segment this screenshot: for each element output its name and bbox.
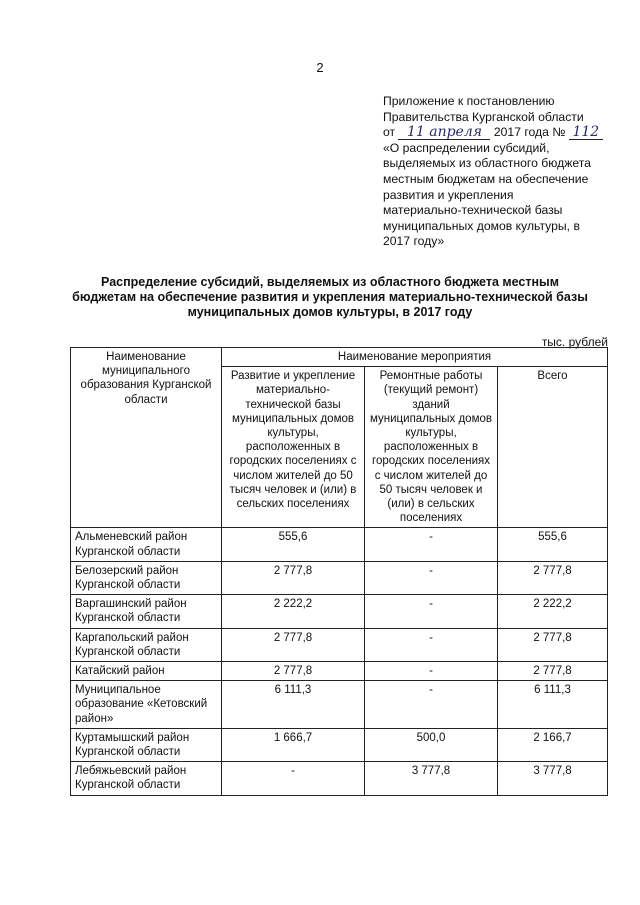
table-row — [71, 662, 608, 681]
year-text: 2017 года № — [493, 125, 566, 140]
appendix-line: местным бюджетам на обеспечение — [383, 171, 589, 186]
development-value-cell: 2 777,8 — [222, 628, 365, 661]
appendix-line: развития и укрепления — [383, 187, 514, 202]
appendix-line: муниципальных домов культуры, в — [383, 218, 580, 233]
total-value-cell: 6 111,3 — [498, 681, 608, 729]
repair-value-cell: - — [365, 595, 498, 628]
total-value-cell: 2 222,2 — [498, 595, 608, 628]
table-header-row — [71, 348, 608, 367]
development-value-cell: 1 666,7 — [222, 728, 365, 761]
repair-value-cell: 500,0 — [365, 728, 498, 761]
total-value-cell: 2 777,8 — [498, 662, 608, 681]
appendix-line: 2017 году» — [383, 234, 445, 249]
appendix-line: Приложение к постановлению — [383, 94, 555, 108]
appendix-line: выделяемых из областного бюджета — [383, 156, 591, 171]
column-header-development: Развитие и укрепление материально-технической базы муниципальных домов культуры, расположенных в городских поселениях с числом жителей до 50 тысяч человек и (или) в сельских поселениях — [222, 367, 365, 528]
table-row — [71, 595, 608, 628]
title-line: Распределение субсидий, выделяемых из областного бюджета местным — [101, 275, 559, 289]
total-value-cell: 2 777,8 — [498, 628, 608, 661]
development-value-cell: 2 777,8 — [222, 662, 365, 681]
total-value-cell: 2 777,8 — [498, 561, 608, 594]
total-value-cell: 3 777,8 — [498, 762, 608, 795]
repair-value-cell: - — [365, 561, 498, 594]
date-prefix: от — [383, 125, 396, 140]
development-value-cell: 2 777,8 — [222, 561, 365, 594]
appendix-block — [383, 94, 623, 250]
document-title — [60, 275, 600, 320]
repair-value-cell: - — [365, 662, 498, 681]
municipality-cell: Куртамышский район Курганской области — [71, 728, 222, 761]
development-value-cell: 555,6 — [222, 528, 365, 561]
column-header-total: Всего — [498, 367, 608, 528]
unit-label: тыс. рублей — [541, 335, 608, 349]
total-value-cell: 2 166,7 — [498, 728, 608, 761]
repair-value-cell: - — [365, 628, 498, 661]
development-value-cell: - — [222, 762, 365, 795]
municipality-cell: Катайский район — [71, 662, 222, 681]
development-value-cell: 6 111,3 — [222, 681, 365, 729]
table-row — [71, 681, 608, 729]
appendix-line: материально-технической базы — [383, 203, 563, 218]
column-group-header: Наименование мероприятия — [222, 348, 608, 367]
column-header-repair: Ремонтные работы (текущий ремонт) зданий муниципальных домов культуры, расположенных в городских поселениях с числом жителей до 50 тысяч человек и (или) в сельских поселениях — [365, 367, 498, 528]
appendix-date-line — [383, 125, 623, 141]
development-value-cell: 2 222,2 — [222, 595, 365, 628]
title-line: муниципальных домов культуры, в 2017 году — [187, 305, 473, 319]
table-row — [71, 728, 608, 761]
municipality-cell: Муниципальное образование «Кетовский район» — [71, 681, 222, 729]
table-row — [71, 561, 608, 594]
table-row — [71, 628, 608, 661]
table-row — [71, 762, 608, 795]
repair-value-cell: - — [365, 528, 498, 561]
municipality-cell: Альменевский район Курганской области — [71, 528, 222, 561]
municipality-cell: Лебяжьевский район Курганской области — [71, 762, 222, 795]
repair-value-cell: 3 777,8 — [365, 762, 498, 795]
handwritten-number: 112 — [569, 126, 603, 140]
table-row — [71, 528, 608, 561]
municipality-cell: Белозерский район Курганской области — [71, 561, 222, 594]
total-value-cell: 555,6 — [498, 528, 608, 561]
municipality-cell: Варгашинский район Курганской области — [71, 595, 222, 628]
municipality-cell: Каргапольский район Курганской области — [71, 628, 222, 661]
title-line: бюджетам на обеспечение развития и укрепления материально-технической базы — [72, 290, 588, 304]
subsidy-table — [70, 347, 608, 796]
column-header-municipality: Наименование муниципального образования Курганской области — [71, 348, 222, 528]
handwritten-date: 11 апреля — [398, 126, 490, 140]
page-number: 2 — [316, 60, 324, 75]
appendix-line: Правительства Курганской области — [383, 109, 584, 124]
appendix-line: «О распределении субсидий, — [383, 140, 550, 155]
repair-value-cell: - — [365, 681, 498, 729]
